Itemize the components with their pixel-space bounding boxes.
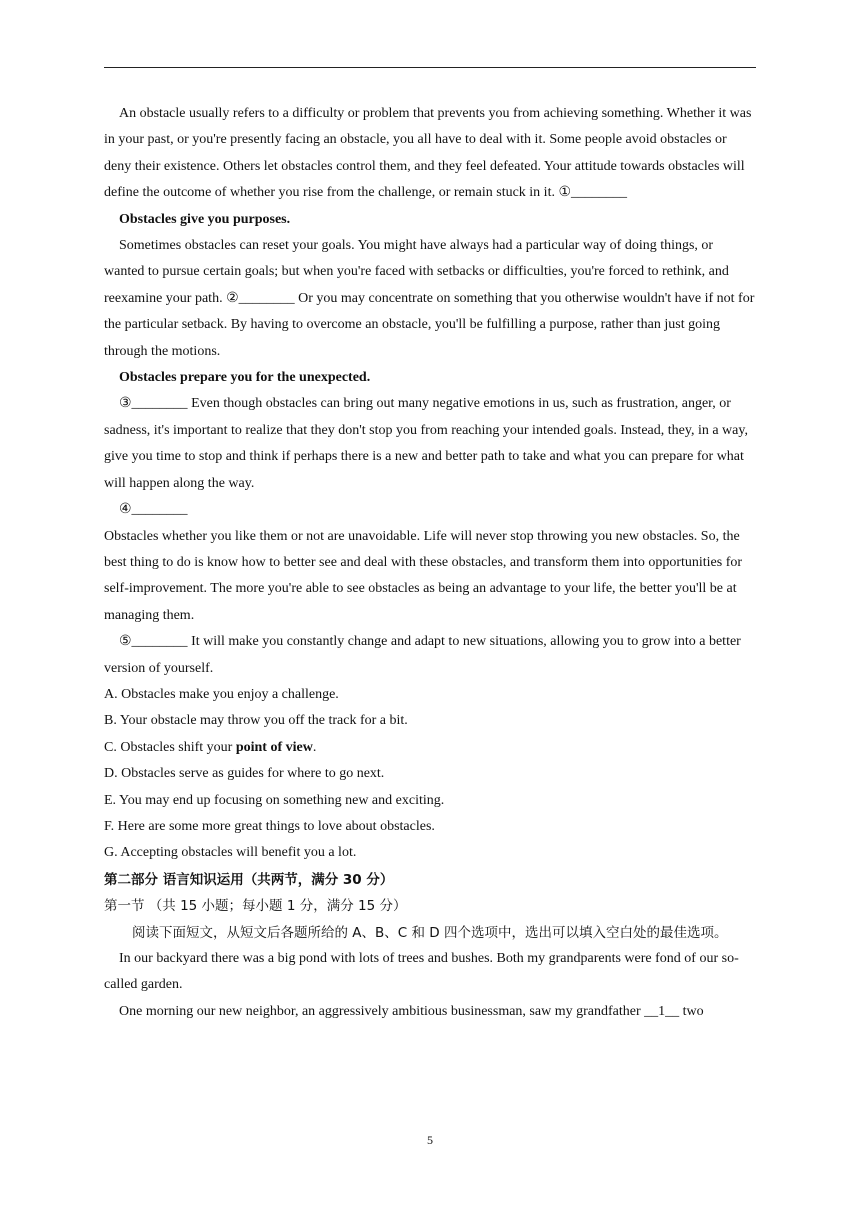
option-c-bold: point of view (235, 739, 313, 755)
page-number: 5 (427, 1133, 433, 1147)
intro-paragraph (104, 101, 756, 207)
story-text-b: two (679, 1003, 704, 1019)
blank-3: ③________ (119, 396, 188, 412)
paragraph-unexpected (104, 391, 756, 497)
option-c-period: . (312, 739, 317, 755)
option-d: D. Obstacles serve as guides for where to go next. (104, 766, 385, 782)
heading-purposes: Obstacles give you purposes. (119, 211, 291, 227)
part2-heading: 第二部分 语言知识运用（共两节，满分 30 分） (104, 871, 394, 888)
intro-text: An obstacle usually refers to a difficulty or problem that prevents you from achieving something. Whether it was in your past, or you're presently facing an obstacle, you all have to deal with it. Some people avoid obstacles or deny their existence. Others let obstacles control them, and they feel defeated. Your attitude towards obstacles will define the outcome of whether you rise from the challenge, or remain stuck in it. (104, 106, 752, 201)
option-a: A. Obstacles make you enjoy a challenge. (104, 686, 339, 702)
story-paragraph-2 (104, 999, 756, 1025)
paragraph-final (104, 629, 756, 682)
story-blank-1: __1__ (644, 1003, 680, 1019)
paragraph-unavoidable: Obstacles whether you like them or not are unavoidable. Life will never stop throwing you new obstacles. So, the best thing to do is know how to better see and deal with these obstacles, and transform them into opportunities for self-improvement. The more you're able to see obstacles as being an advantage to your life, the better you'll be at managing them. (104, 528, 743, 623)
paragraph-purposes (104, 233, 756, 365)
blank-5: ⑤________ (119, 634, 188, 650)
blank-4: ④________ (119, 502, 188, 518)
final-text: It will make you constantly change and adapt to new situations, allowing you to grow into a better version of yourself. (104, 634, 741, 676)
section1-heading: 第一节 （共 15 小题；每小题 1 分，满分 15 分） (104, 898, 407, 915)
option-c-text: C. Obstacles shift your (104, 739, 236, 755)
blank-4-line (104, 497, 756, 523)
option-e: E. You may end up focusing on something new and exciting. (104, 792, 445, 808)
option-b: B. Your obstacle may throw you off the track for a bit. (104, 713, 408, 729)
page-content (104, 101, 756, 1025)
header-rule (104, 67, 756, 68)
heading-unexpected: Obstacles prepare you for the unexpected. (119, 370, 371, 386)
option-c (104, 735, 756, 761)
story-paragraph-1: In our backyard there was a big pond with lots of trees and bushes. Both my grandparents were fond of our so-called garden. (104, 951, 739, 993)
option-f: F. Here are some more great things to love about obstacles. (104, 818, 435, 834)
instruction-text: 阅读下面短文，从短文后各题所给的 A、B、C 和 D 四个选项中，选出可以填入空白处的最佳选项。 (132, 924, 728, 941)
unexpected-text: Even though obstacles can bring out many negative emotions in us, such as frustration, anger, or sadness, it's important to realize that they don't stop you from reaching your intended goals. Instead, they, in a way, give you time to stop and think if perhaps there is a new and better path to take and what you can prepare for what will happen along the way. (104, 396, 748, 491)
blank-2: ②________ (226, 290, 295, 306)
story-text-a: One morning our new neighbor, an aggressively ambitious businessman, saw my grandfather (119, 1003, 645, 1019)
blank-1: ①________ (558, 185, 628, 201)
purposes-text-b: Or you may concentrate on something that you otherwise wouldn't have if not for the particular setback. By having to overcome an obstacle, you'll be fulfilling a purpose, rather than just going through the motions. (104, 290, 755, 359)
purposes-text-a: Sometimes obstacles can reset your goals. You might have always had a particular way of doing things, or wanted to pursue certain goals; but when you're faced with setbacks or difficulties, you're forced to rethink, and reexamine your path. (104, 238, 729, 306)
option-g: G. Accepting obstacles will benefit you a lot. (104, 845, 357, 861)
